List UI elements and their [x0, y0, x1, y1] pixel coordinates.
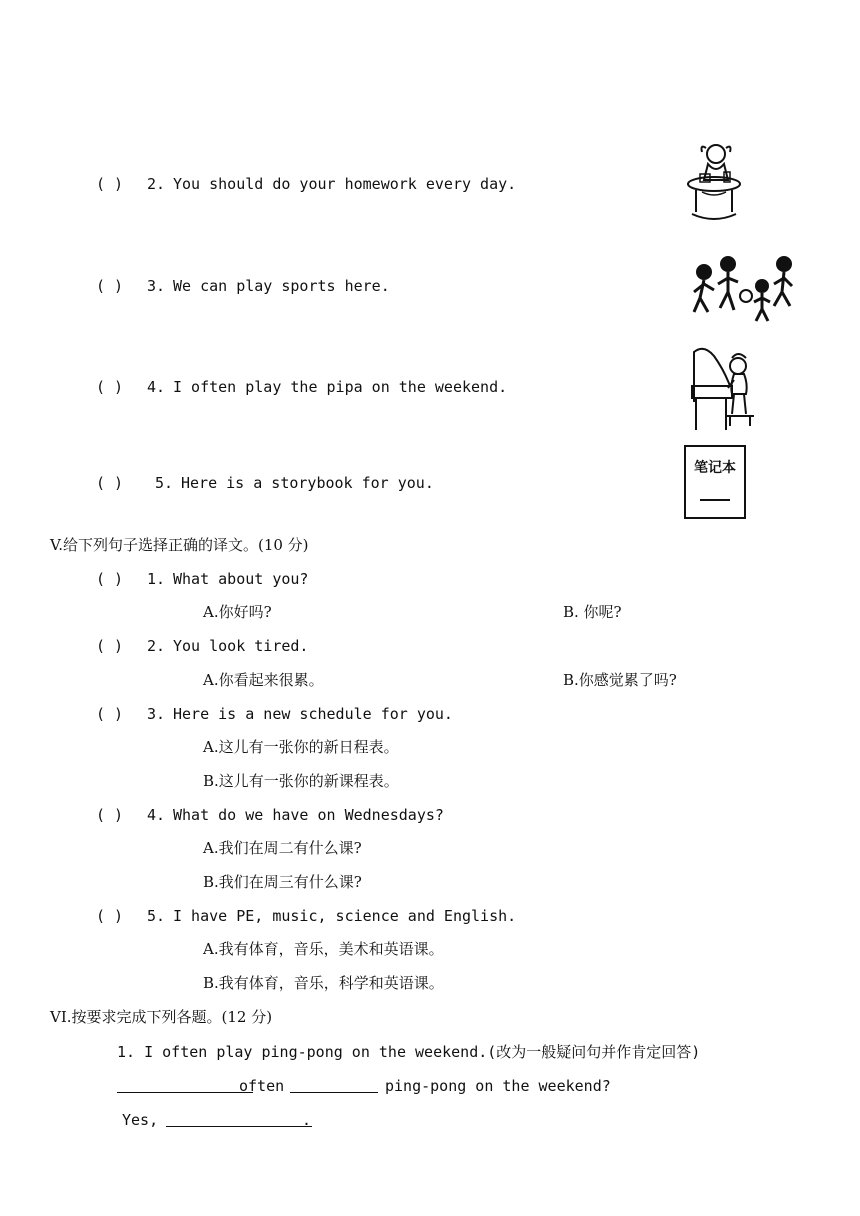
section-vi-q1-prompt: 1. I often play ping-pong on the weekend.(改为一般疑问句并作肯定回答): [117, 1043, 701, 1061]
question-number: 1.: [147, 570, 166, 588]
children-playing-icon: [688, 252, 798, 326]
option-b: B. 你呢?: [563, 603, 622, 621]
line-1-ending: ping-pong on the weekend?: [385, 1077, 611, 1095]
answer-blank-2[interactable]: [290, 1078, 378, 1093]
question-number: 2.: [147, 637, 166, 655]
item-sentence: I often play the pipa on the weekend.: [173, 378, 508, 396]
item-number: 4.: [147, 378, 166, 396]
option-a: A.你看起来很累。: [203, 671, 324, 689]
option-b: B.我有体育，音乐，科学和英语课。: [203, 974, 444, 992]
option-a: A.我们在周二有什么课?: [203, 839, 362, 857]
notebook-icon: [684, 445, 746, 519]
question-number: 3.: [147, 705, 166, 723]
question-text: You look tired.: [173, 637, 309, 655]
item-sentence: We can play sports here.: [173, 277, 390, 295]
option-a: A.你好吗?: [203, 603, 272, 621]
question-number: 5.: [147, 907, 166, 925]
answer-paren[interactable]: ( ): [96, 806, 124, 824]
item-number: 3.: [147, 277, 166, 295]
option-b: B.你感觉累了吗?: [563, 671, 677, 689]
answer-paren[interactable]: ( ): [96, 570, 124, 588]
answer-paren[interactable]: ( ): [96, 175, 124, 193]
question-text: What about you?: [173, 570, 309, 588]
option-b: B.这儿有一张你的新课程表。: [203, 772, 399, 790]
yes-word: Yes,: [122, 1111, 159, 1129]
period: .: [302, 1111, 312, 1129]
notebook-label: 笔记本: [694, 460, 736, 476]
item-number: 5.: [155, 474, 174, 492]
answer-paren[interactable]: ( ): [96, 378, 124, 396]
item-sentence: You should do your homework every day.: [173, 175, 517, 193]
section-v-title: V.给下列句子选择正确的译文。(10 分): [50, 536, 309, 554]
answer-blank-1[interactable]: [117, 1078, 253, 1093]
answer-paren[interactable]: ( ): [96, 705, 124, 723]
option-b: B.我们在周三有什么课?: [203, 873, 362, 891]
section-vi-title: VI.按要求完成下列各题。(12 分): [50, 1008, 273, 1026]
option-a: A.这儿有一张你的新日程表。: [203, 738, 399, 756]
question-text: Here is a new schedule for you.: [173, 705, 453, 723]
fixed-word: often: [239, 1077, 285, 1095]
option-a: A.我有体育，音乐，美术和英语课。: [203, 940, 444, 958]
question-text: I have PE, music, science and English.: [173, 907, 517, 925]
answer-blank-3[interactable]: [166, 1112, 312, 1127]
answer-paren[interactable]: ( ): [96, 277, 124, 295]
answer-paren[interactable]: ( ): [96, 474, 124, 492]
girl-piano-icon: [690, 344, 754, 436]
answer-paren[interactable]: ( ): [96, 907, 124, 925]
question-number: 4.: [147, 806, 166, 824]
item-number: 2.: [147, 175, 166, 193]
answer-paren[interactable]: ( ): [96, 637, 124, 655]
girl-homework-icon: [686, 140, 742, 232]
notebook-line: [700, 499, 730, 501]
item-sentence: Here is a storybook for you.: [181, 474, 434, 492]
question-text: What do we have on Wednesdays?: [173, 806, 444, 824]
